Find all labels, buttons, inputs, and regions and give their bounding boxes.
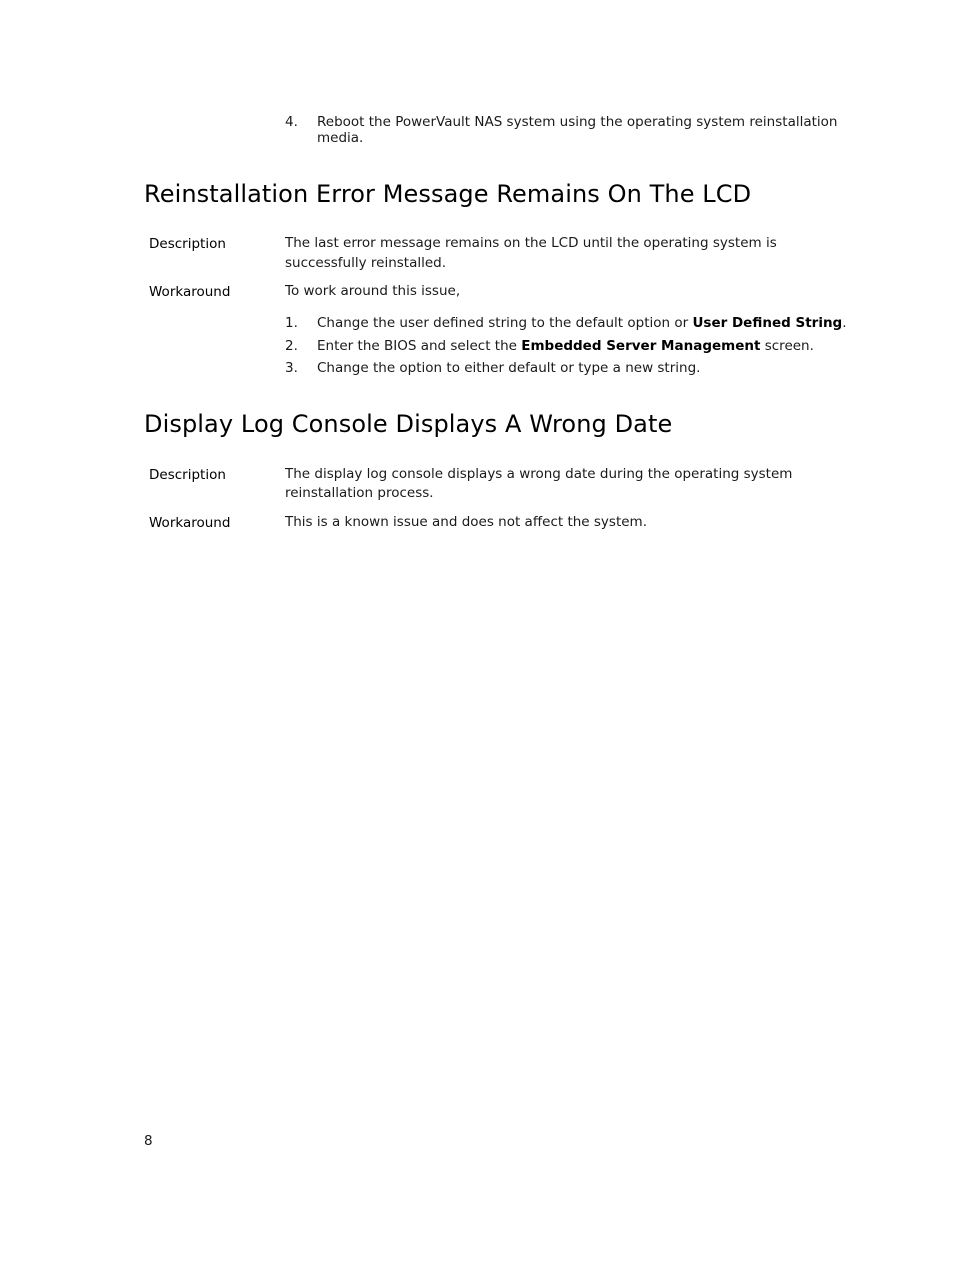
section-heading: Reinstallation Error Message Remains On The LCD xyxy=(144,180,752,208)
step-text: Reboot the PowerVault NAS system using the operating system reinstallation xyxy=(317,114,838,130)
ui-term: Embedded Server Management xyxy=(521,338,761,354)
description-text: The display log console displays a wrong date during the operating system xyxy=(285,466,793,482)
section-heading: Display Log Console Displays A Wrong Date xyxy=(144,410,673,438)
list-number: 1. xyxy=(285,315,298,331)
description-text: The last error message remains on the LCD until the operating system is xyxy=(285,235,777,251)
step-text: Enter the BIOS and select the Embedded Server Management screen. xyxy=(317,338,814,354)
description-label: Description xyxy=(149,467,226,483)
list-number: 3. xyxy=(285,360,298,376)
step-text-continued: media. xyxy=(317,130,364,146)
ui-term: User Defined String xyxy=(692,315,843,331)
workaround-text: This is a known issue and does not affect the system. xyxy=(285,514,647,530)
workaround-label: Workaround xyxy=(149,515,231,531)
workaround-intro: To work around this issue, xyxy=(285,283,461,299)
workaround-label: Workaround xyxy=(149,284,231,300)
page-number: 8 xyxy=(144,1133,153,1149)
step-text: Change the user defined string to the default option or User Defined String. xyxy=(317,315,847,331)
list-number: 4. xyxy=(285,114,298,130)
description-text-continued: successfully reinstalled. xyxy=(285,255,447,271)
description-label: Description xyxy=(149,236,226,252)
list-number: 2. xyxy=(285,338,298,354)
step-text: Change the option to either default or type a new string. xyxy=(317,360,701,376)
description-text-continued: reinstallation process. xyxy=(285,485,434,501)
